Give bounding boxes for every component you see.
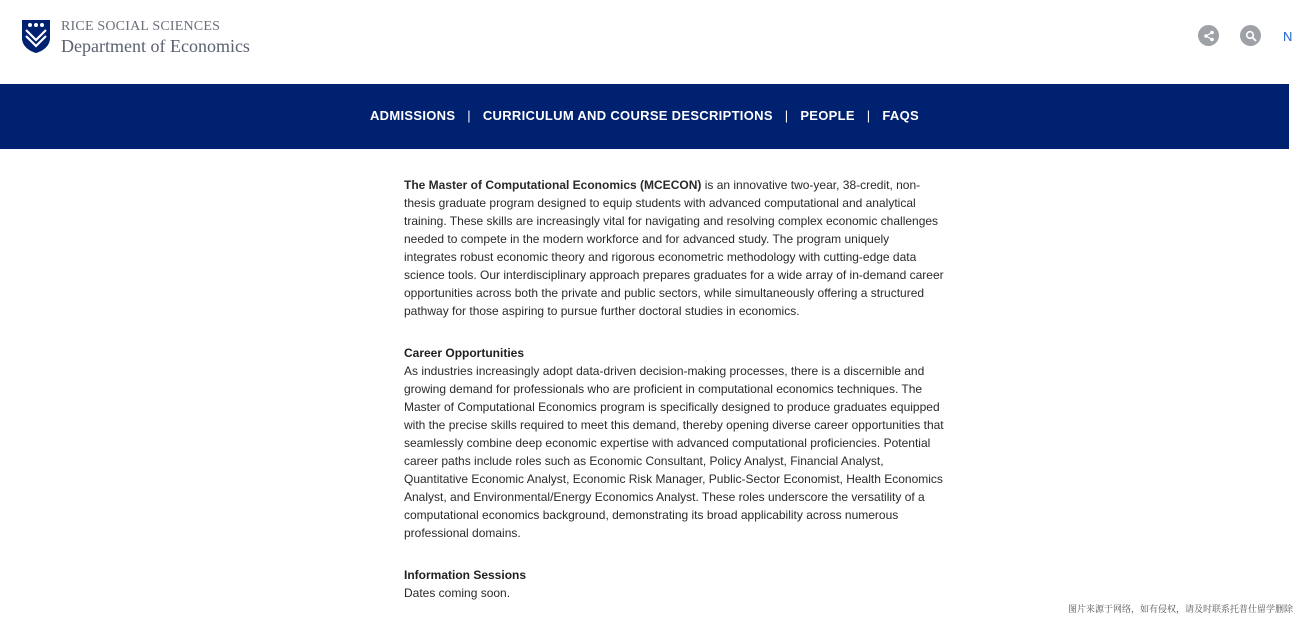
share-button[interactable]: [1198, 25, 1219, 46]
nav-faqs[interactable]: FAQS: [882, 108, 920, 123]
career-paragraph: As industries increasingly adopt data-driven decision-making processes, there is a discernible and growing demand for professionals who are proficient in computational economics techniques. The Master of Computational Economics program is specifically designed to produce graduates equipped with the precise skills required to meet this demand, thereby opening diverse career opportunities that seamlessly combine deep economic expertise with advanced computational proficiencies. Potential career paths include roles such as Economic Consultant, Policy Analyst, Financial Analyst, Quantitative Economic Analyst, Economic Risk Manager, Public-Sector Economist, Health Economics Analyst, and Environmental/Energy Economics Analyst. These roles underscore the versatility of a computational economics background, demonstrating its broad applicability across numerous professional domains.: [404, 364, 944, 540]
nav-curriculum[interactable]: CURRICULUM AND COURSE DESCRIPTIONS: [482, 108, 773, 123]
brand-department-name: Department of Economics: [61, 36, 250, 56]
search-button[interactable]: [1240, 25, 1261, 46]
watermark-text: 图片来源于网络，如有侵权，请及时联系托普仕留学删除: [1068, 604, 1293, 614]
nav-separator: |: [784, 108, 789, 123]
nav-separator: |: [866, 108, 871, 123]
nav-people[interactable]: PEOPLE: [800, 108, 855, 123]
info-sessions-text: Dates coming soon.: [404, 586, 511, 600]
menu-link-cutoff[interactable]: N: [1283, 29, 1293, 44]
nav-separator: |: [467, 108, 471, 123]
site-header: [0, 0, 1293, 84]
search-icon: [1245, 30, 1257, 42]
share-icon: [1203, 30, 1215, 42]
info-sessions-heading: Information Sessions: [404, 568, 527, 582]
main-content: [404, 176, 944, 626]
career-heading: Career Opportunities: [404, 346, 525, 360]
rice-shield-icon: [21, 18, 51, 54]
intro-text: is an innovative two-year, 38-credit, non-thesis graduate program designed to equip students with advanced computational and analytical training. These skills are increasingly vital for navigating and resolving complex economic challenges needed to compete in the modern workforce and for advanced study. The program uniquely integrates robust economic theory and rigorous econometric methodology with cutting-edge data science tools. Our interdisciplinary approach prepares graduates for a wide array of in-demand career opportunities across both the private and public sectors, while simultaneously offering a structured pathway for those aspiring to pursue further doctoral studies in economics.: [404, 178, 944, 318]
brand-logo-link[interactable]: [21, 18, 250, 55]
nav-admissions[interactable]: ADMISSIONS: [369, 108, 456, 123]
brand-school-name: RICE SOCIAL SCIENCES: [61, 19, 221, 34]
intro-paragraph: [404, 176, 944, 320]
section-nav-bar: [0, 84, 1289, 149]
program-name: The Master of Computational Economics (MCECON): [404, 178, 702, 192]
